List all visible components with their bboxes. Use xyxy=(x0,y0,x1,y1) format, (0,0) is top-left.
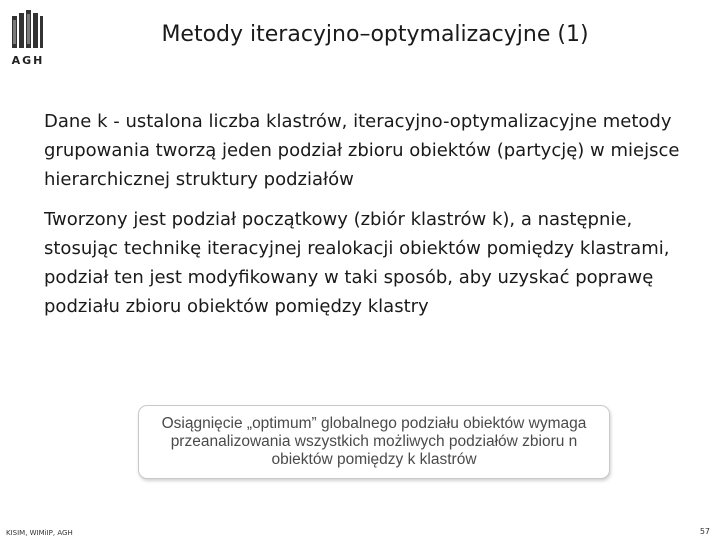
callout-text: Osiągnięcie „optimum” globalnego podziału obiektów wymaga przeanalizowania wszystkich możliwych podziałów zbioru n obiektów pomiędzy k klastrów xyxy=(161,415,587,468)
agh-logo-icon xyxy=(11,10,43,50)
paragraph-2: Tworzony jest podział początkowy (zbiór klastrów k), a następnie, stosując technikę iteracyjnej realokacji obiektów pomiędzy klastrami, podział ten jest modyfikowany w taki sposób, aby uzyskać poprawę podziału zbioru obiektów pomiędzy klastry xyxy=(44,209,670,317)
paragraph-1: Dane k - ustalona liczba klastrów, iteracyjno-optymalizacyjne metody grupowania tworzą jeden podział zbioru obiektów (partycję) w miejsce hierarchicznej struktury podziałów xyxy=(44,111,680,190)
agh-logo xyxy=(10,10,44,68)
footer-text: KISIM, WIMiIP, AGH xyxy=(6,529,73,537)
callout-box xyxy=(138,405,610,479)
page-number: 57 xyxy=(699,527,710,536)
logo-text: AGH xyxy=(11,54,45,67)
slide-title: Metody iteracyjno–optymalizacyjne (1) xyxy=(161,22,589,47)
